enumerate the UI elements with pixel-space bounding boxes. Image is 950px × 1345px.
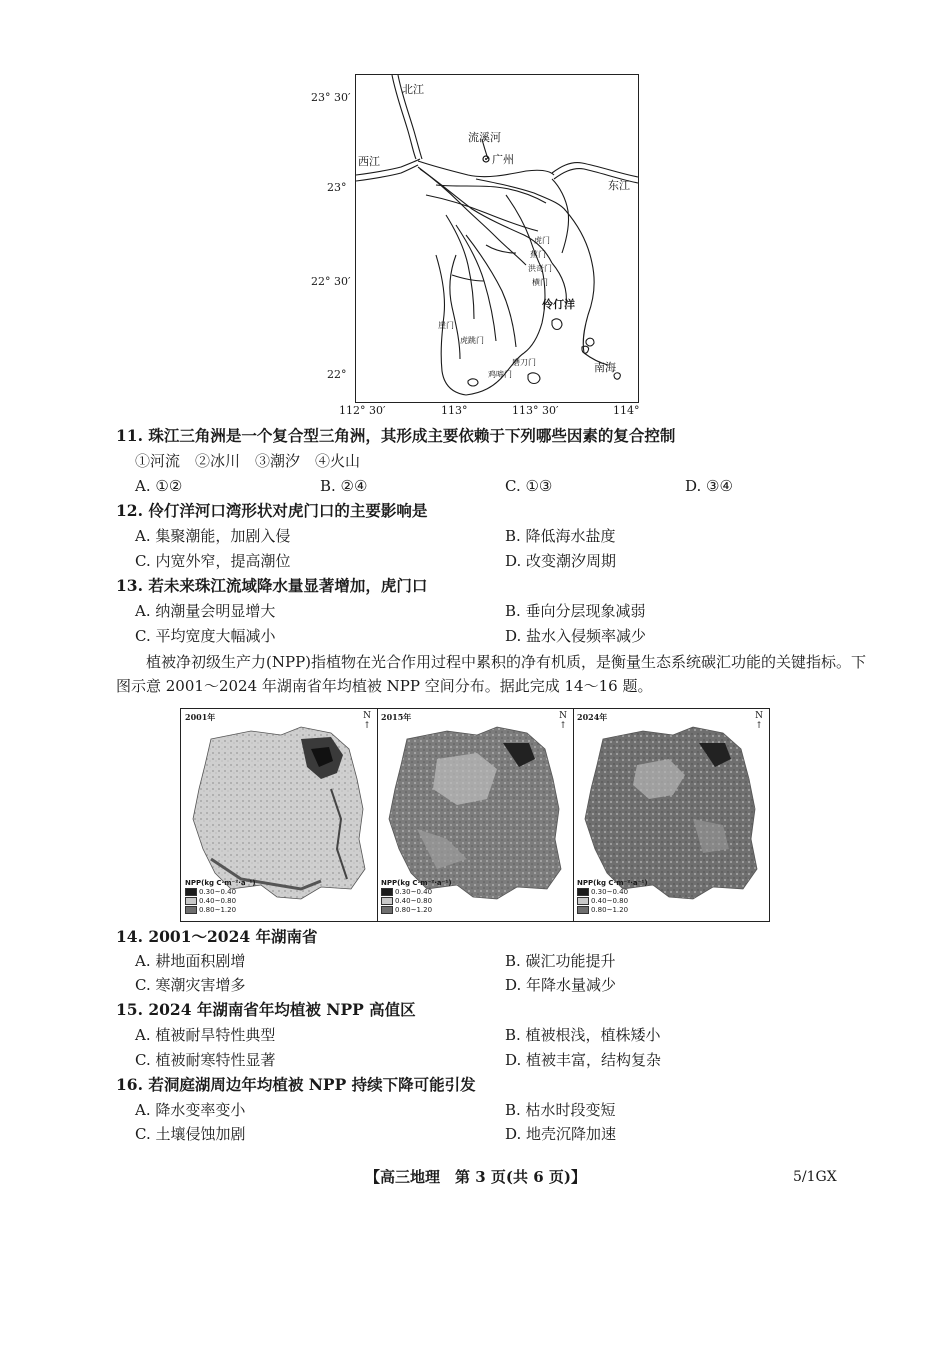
legend-title: NPP(kg C·m⁻²·a⁻¹) — [577, 879, 648, 887]
label-hongqimen: 洪奇门 — [528, 264, 552, 273]
q16-option-b[interactable]: B. 枯水时段变短 — [505, 1101, 616, 1119]
npp-panel-2015 — [377, 709, 574, 921]
q14-option-c[interactable]: C. 寒潮灾害增多 — [135, 976, 246, 994]
legend-title: NPP(kg C·m⁻²·a⁻¹) — [381, 879, 452, 887]
q13-option-a[interactable]: A. 纳潮量会明显增大 — [135, 602, 276, 620]
north-arrow-icon: N ↑ — [559, 711, 567, 731]
legend-item — [577, 906, 648, 915]
q16-option-c[interactable]: C. 土壤侵蚀加剧 — [135, 1125, 246, 1143]
legend-item — [185, 906, 256, 915]
q14-stem: 14. 2001～2024 年湖南省 — [116, 927, 318, 946]
lon-label-114: 114° — [613, 404, 640, 417]
lon-label-112-30: 112° 30′ — [339, 404, 386, 417]
q12-option-d[interactable]: D. 改变潮汐周期 — [505, 552, 617, 570]
q13-option-c[interactable]: C. 平均宽度大幅减小 — [135, 627, 276, 645]
label-jiaomen: 蕉门 — [530, 250, 546, 259]
legend-item — [381, 888, 452, 897]
npp-legend-2001 — [185, 879, 256, 915]
legend-item — [185, 888, 256, 897]
pearl-river-delta-map — [355, 74, 639, 403]
q16-option-d[interactable]: D. 地壳沉降加速 — [505, 1125, 617, 1143]
label-xijiang: 西江 — [358, 155, 380, 168]
npp-panel-2001 — [181, 709, 378, 921]
label-guangzhou: 广州 — [492, 153, 514, 166]
q13-stem: 13. 若未来珠江流域降水量显著增加，虎门口 — [116, 576, 428, 595]
legend-label: 0.40~0.80 — [199, 897, 237, 905]
npp-intro-paragraph: 植被净初级生产力(NPP)指植物在光合作用过程中累积的净有机质，是衡量生态系统碳汇功能的关键指标。下图示意 2001～2024 年湖南省年均植被 NPP 空间分布。据此完成 14～16 题。 — [116, 653, 867, 695]
label-hengmen: 横门 — [532, 278, 548, 287]
legend-label: 0.40~0.80 — [395, 897, 433, 905]
legend-item — [185, 897, 256, 906]
q14-option-d[interactable]: D. 年降水量减少 — [505, 976, 617, 994]
label-jitimen: 鸡啼门 — [488, 370, 512, 379]
east-coastline — [566, 211, 594, 353]
q13-option-d[interactable]: D. 盐水入侵频率减少 — [505, 627, 647, 645]
q14-option-b[interactable]: B. 碳汇功能提升 — [505, 952, 616, 970]
page-footer: 【高三地理 第 3 页(共 6 页)】 — [365, 1168, 586, 1186]
label-humen: 虎门 — [534, 236, 550, 245]
legend-item — [577, 897, 648, 906]
npp-panel-2024 — [573, 709, 769, 921]
label-yamen: 崖门 — [438, 321, 454, 330]
npp-year-2024: 2024年 — [577, 712, 608, 722]
dongjiang-river — [552, 163, 638, 177]
legend-title: NPP(kg C·m⁻²·a⁻¹) — [185, 879, 256, 887]
q11-items: ①河流 ②冰川 ③潮汐 ④火山 — [135, 452, 361, 470]
label-liuxihe: 流溪河 — [468, 131, 501, 144]
label-nanhai: 南海 — [594, 361, 616, 374]
label-dongjiang: 东江 — [608, 179, 630, 192]
legend-item — [381, 897, 452, 906]
npp-year-2001: 2001年 — [185, 712, 216, 722]
lon-label-113-30: 113° 30′ — [512, 404, 559, 417]
q15-option-d[interactable]: D. 植被丰富，结构复杂 — [505, 1051, 662, 1069]
q12-option-c[interactable]: C. 内宽外窄，提高潮位 — [135, 552, 291, 570]
north-arrow-icon: N ↑ — [755, 711, 763, 731]
q11-option-c[interactable]: C. ①③ — [505, 477, 553, 495]
label-hutiaomen: 虎跳门 — [460, 336, 484, 345]
lat-label-22: 22° — [327, 368, 347, 381]
q11-option-b[interactable]: B. ②④ — [320, 477, 368, 495]
npp-legend-2015 — [381, 879, 452, 915]
legend-label: 0.80~1.20 — [395, 906, 433, 914]
north-arrow-icon: N ↑ — [363, 711, 371, 731]
npp-legend-2024 — [577, 879, 648, 915]
lat-label-23-30: 23° 30′ — [311, 91, 351, 104]
legend-item — [381, 906, 452, 915]
legend-label: 0.30~0.40 — [395, 888, 433, 896]
lat-label-23: 23° — [327, 181, 347, 194]
lon-label-113: 113° — [441, 404, 468, 417]
q11-stem: 11. 珠江三角洲是一个复合型三角洲，其形成主要依赖于下列哪些因素的复合控制 — [116, 426, 676, 445]
q15-stem: 15. 2024 年湖南省年均植被 NPP 高值区 — [116, 1000, 416, 1019]
legend-label: 0.80~1.20 — [199, 906, 237, 914]
label-lingdingyang: 伶仃洋 — [542, 298, 575, 311]
page-code: 5/1GX — [793, 1169, 837, 1185]
legend-label: 0.40~0.80 — [591, 897, 629, 905]
q16-stem: 16. 若洞庭湖周边年均植被 NPP 持续下降可能引发 — [116, 1075, 476, 1094]
q11-option-d[interactable]: D. ③④ — [685, 477, 733, 495]
q15-option-c[interactable]: C. 植被耐寒特性显著 — [135, 1051, 276, 1069]
q12-stem: 12. 伶仃洋河口湾形状对虎门口的主要影响是 — [116, 501, 428, 520]
legend-item — [577, 888, 648, 897]
legend-label: 0.30~0.40 — [199, 888, 237, 896]
north-label: N — [363, 711, 371, 721]
q12-option-a[interactable]: A. 集聚潮能，加剧入侵 — [135, 527, 291, 545]
label-beijiang: 北江 — [402, 83, 424, 96]
q14-option-a[interactable]: A. 耕地面积剧增 — [135, 952, 246, 970]
q13-option-b[interactable]: B. 垂向分层现象减弱 — [505, 602, 646, 620]
legend-label: 0.30~0.40 — [591, 888, 629, 896]
q15-option-a[interactable]: A. 植被耐旱特性典型 — [135, 1026, 276, 1044]
map-drawing — [356, 75, 638, 402]
npp-figure — [180, 708, 770, 922]
north-label: N — [559, 711, 567, 721]
q11-option-a[interactable]: A. ①② — [135, 477, 183, 495]
q12-option-b[interactable]: B. 降低海水盐度 — [505, 527, 616, 545]
npp-year-2015: 2015年 — [381, 712, 412, 722]
q15-option-b[interactable]: B. 植被根浅，植株矮小 — [505, 1026, 661, 1044]
q16-option-a[interactable]: A. 降水变率变小 — [135, 1101, 246, 1119]
label-modaomen: 磨刀门 — [512, 358, 536, 367]
lat-label-22-30: 22° 30′ — [311, 275, 351, 288]
north-label: N — [755, 711, 763, 721]
legend-label: 0.80~1.20 — [591, 906, 629, 914]
